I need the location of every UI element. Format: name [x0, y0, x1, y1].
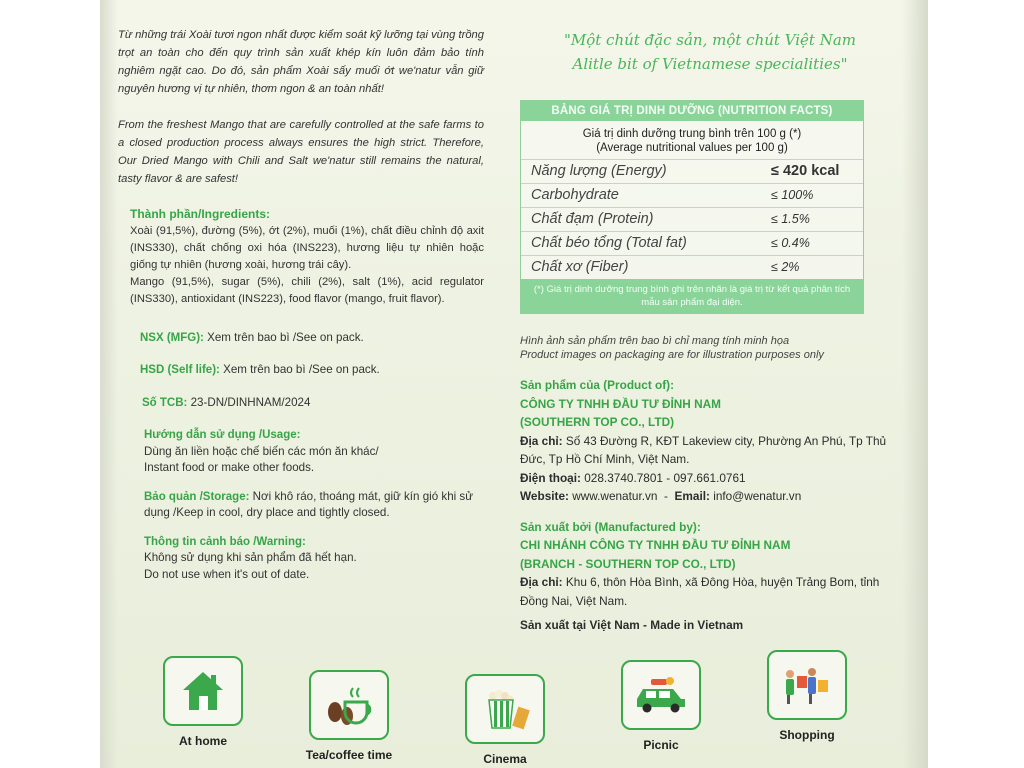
occasion-label: Cinema — [483, 752, 527, 766]
occasion-shopping — [752, 650, 862, 742]
tcb-title: Số TCB: — [142, 396, 188, 409]
slogan-english: Alitle bit of Vietnamese specialities" — [572, 55, 848, 73]
storage-value: Nơi khô ráo, thoáng mát, giữ kín gió khi sử dụng /Keep in cool, dry place and tightly closed. — [144, 489, 473, 519]
nutrition-value: ≤ 100% — [771, 188, 814, 202]
email-label: Email: — [674, 489, 710, 503]
website-label: Website: — [520, 489, 569, 503]
tcb-value: 23-DN/DINHNAM/2024 — [190, 395, 311, 409]
nutrition-label: Carbohydrate — [531, 187, 619, 203]
ingredients-title: Thành phần/Ingredients: — [130, 207, 270, 221]
phone-value: 028.3740.7801 - 097.661.0761 — [584, 470, 746, 485]
nutrition-label: Chất xơ (Fiber) — [531, 259, 629, 275]
nutrition-row-fiber — [521, 255, 863, 279]
branch-address — [520, 573, 900, 610]
warning-title: Thông tin cảnh báo /Warning: — [144, 535, 306, 548]
occasion-at-home — [148, 656, 258, 748]
product-of-title: Sản phẩm của (Product of): — [520, 378, 675, 392]
shopping-icon — [780, 662, 834, 708]
manufactured-by-title: Sản xuất bởi (Manufactured by): — [520, 519, 701, 534]
nutrition-label: Chất béo tổng (Total fat) — [531, 235, 687, 251]
nutrition-value: ≤ 0.4% — [771, 236, 810, 250]
warning-english: Do not use when it's out of date. — [144, 567, 310, 581]
slogan-vietnamese: "Một chút đặc sản, một chút Việt Nam — [563, 31, 857, 49]
right-column — [520, 24, 900, 647]
branch-name-english: (BRANCH - SOUTHERN TOP CO., LTD) — [520, 556, 736, 571]
nutrition-subtitle — [521, 121, 863, 159]
slogan — [520, 28, 900, 76]
usage-title: Hướng dẫn sử dụng /Usage: — [144, 429, 301, 441]
mfg-title: NSX (MFG): — [140, 331, 204, 344]
illustration-disclaimer — [520, 334, 900, 362]
nutrition-value: ≤ 420 kcal — [771, 163, 840, 179]
nutrition-header: BẢNG GIÁ TRỊ DINH DƯỠNG (NUTRITION FACTS) — [521, 101, 863, 121]
nutrition-row-carbohydrate — [521, 183, 863, 207]
ingredients-english: Mango (91,5%), sugar (5%), chili (2%), salt (1%), acid regulator (INS330), antioxidant (INS223), food flavor (mango, fruit flavor). — [130, 275, 484, 305]
phone-label: Điện thoại: — [520, 470, 581, 485]
package-left-edge — [100, 0, 118, 768]
usage-english: Instant food or make other foods. — [144, 461, 315, 474]
company-name-english: (SOUTHERN TOP CO., LTD) — [520, 415, 675, 429]
product-of-block — [520, 376, 900, 506]
ingredients-vietnamese: Xoài (91,5%), đường (5%), ớt (2%), muối (1%), chất điều chỉnh độ axit (INS330), chất chống oxi hóa (INS223), hương liệu tự nhiên hoặc giống tự nhiên (hương xoài, hương trái cây). — [130, 224, 484, 271]
mfg-value: Xem trên bao bì /See on pack. — [207, 330, 364, 344]
occasion-frame — [767, 650, 847, 720]
intro-english: From the freshest Mango that are carefully controlled at the safe farms to a closed production process always ensures the high strict. Therefore, Our Dried Mango with Chili and Salt we'natur still remains the natural, tasty flavor & are safest! — [118, 119, 484, 185]
address-label: Địa chỉ: — [520, 433, 563, 448]
website-value: www.wenatur.vn — [572, 489, 658, 503]
company-contacts: Website: www.wenatur.vn - Email: info@wenatur.vn — [520, 489, 802, 503]
warning-vietnamese: Không sử dụng khi sản phẩm đã hết hạn. — [144, 551, 357, 564]
occasion-label: Tea/coffee time — [305, 748, 393, 762]
storage-title: Bảo quản /Storage: — [144, 490, 250, 503]
warning-section — [144, 534, 484, 584]
occasion-tea-coffee — [294, 670, 404, 762]
company-phone — [520, 469, 900, 488]
expiry-title: HSD (Self life): — [140, 364, 220, 376]
expiry-value: Xem trên bao bì /See on pack. — [223, 363, 380, 376]
usage-section — [144, 427, 484, 477]
car-icon — [633, 675, 689, 715]
occasion-frame — [465, 674, 545, 744]
occasion-label: Picnic — [643, 738, 679, 752]
occasion-frame — [309, 670, 389, 740]
nutrition-label: Chất đạm (Protein) — [531, 211, 654, 227]
nutrition-note: (*) Giá trị dinh dưỡng trung bình ghi trên nhãn là giá trị từ kết quả phân tích mẫu sản phẩm đại diện. — [521, 279, 863, 313]
usage-occasions — [148, 650, 908, 768]
storage-section — [144, 489, 484, 522]
company-address — [520, 432, 900, 469]
mfg-section — [140, 330, 484, 347]
occasion-label: Shopping — [779, 728, 835, 742]
made-in-vietnam: Sản xuất tại Việt Nam - Made in Vietnam — [520, 618, 744, 632]
manufactured-by-block — [520, 518, 900, 635]
coffee-cup-icon — [323, 682, 375, 728]
nutrition-value: ≤ 2% — [771, 260, 800, 274]
usage-vietnamese: Dùng ăn liền hoặc chế biến các món ăn khác/ — [144, 444, 379, 458]
nutrition-row-total-fat — [521, 231, 863, 255]
nutrition-subtitle-vietnamese: Giá trị dinh dưỡng trung bình trên 100 g (*) — [582, 128, 802, 140]
nutrition-row-protein — [521, 207, 863, 231]
address-value: Số 43 Đường R, KĐT Lakeview city, Phường An Phú, Tp Thủ Đức, Tp Hồ Chí Minh, Việt Nam. — [520, 433, 887, 466]
address-label: Địa chỉ: — [520, 575, 563, 589]
nutrition-row-energy — [521, 159, 863, 183]
ingredients-section — [130, 206, 484, 308]
nutrition-table — [520, 100, 864, 314]
package-back — [100, 0, 928, 768]
occasion-frame — [163, 656, 243, 726]
nutrition-value: ≤ 1.5% — [771, 212, 810, 226]
tcb-section — [142, 395, 484, 412]
occasion-cinema — [450, 674, 560, 766]
illustration-disclaimer-vietnamese: Hình ảnh sản phẩm trên bao bì chỉ mang tính minh họa — [520, 335, 790, 347]
email-value: info@wenatur.vn — [713, 489, 802, 503]
nutrition-subtitle-english: (Average nutritional values per 100 g) — [596, 142, 788, 154]
occasion-label: At home — [179, 734, 227, 748]
branch-name: CHI NHÁNH CÔNG TY TNHH ĐẦU TƯ ĐỈNH NAM — [520, 538, 791, 552]
illustration-disclaimer-english: Product images on packaging are for illustration purposes only — [520, 349, 824, 361]
expiry-section — [140, 362, 484, 379]
address-value: Khu 6, thôn Hòa Bình, xã Đông Hòa, huyện Trảng Bom, tỉnh Đồng Nai, Việt Nam. — [520, 575, 880, 608]
nutrition-label: Năng lượng (Energy) — [531, 163, 667, 179]
occasion-frame — [621, 660, 701, 730]
house-icon — [180, 669, 226, 713]
intro-vietnamese: Từ những trái Xoài tươi ngon nhất được kiểm soát kỹ lưỡng tại vùng trồng trọt an toàn cho đến quy trình sản xuất khép kín luôn đảm bảo tính nghiêm ngặt cao. Do đó, sản phẩm Xoài sấy muối ớt we'natur vẫn giữ nguyên hương vị tự nhiên, thơm ngon & an toàn nhất! — [118, 29, 484, 95]
occasion-picnic — [606, 660, 716, 752]
left-column — [118, 26, 484, 583]
company-name: CÔNG TY TNHH ĐẦU TƯ ĐỈNH NAM — [520, 396, 721, 411]
popcorn-icon — [479, 686, 531, 732]
